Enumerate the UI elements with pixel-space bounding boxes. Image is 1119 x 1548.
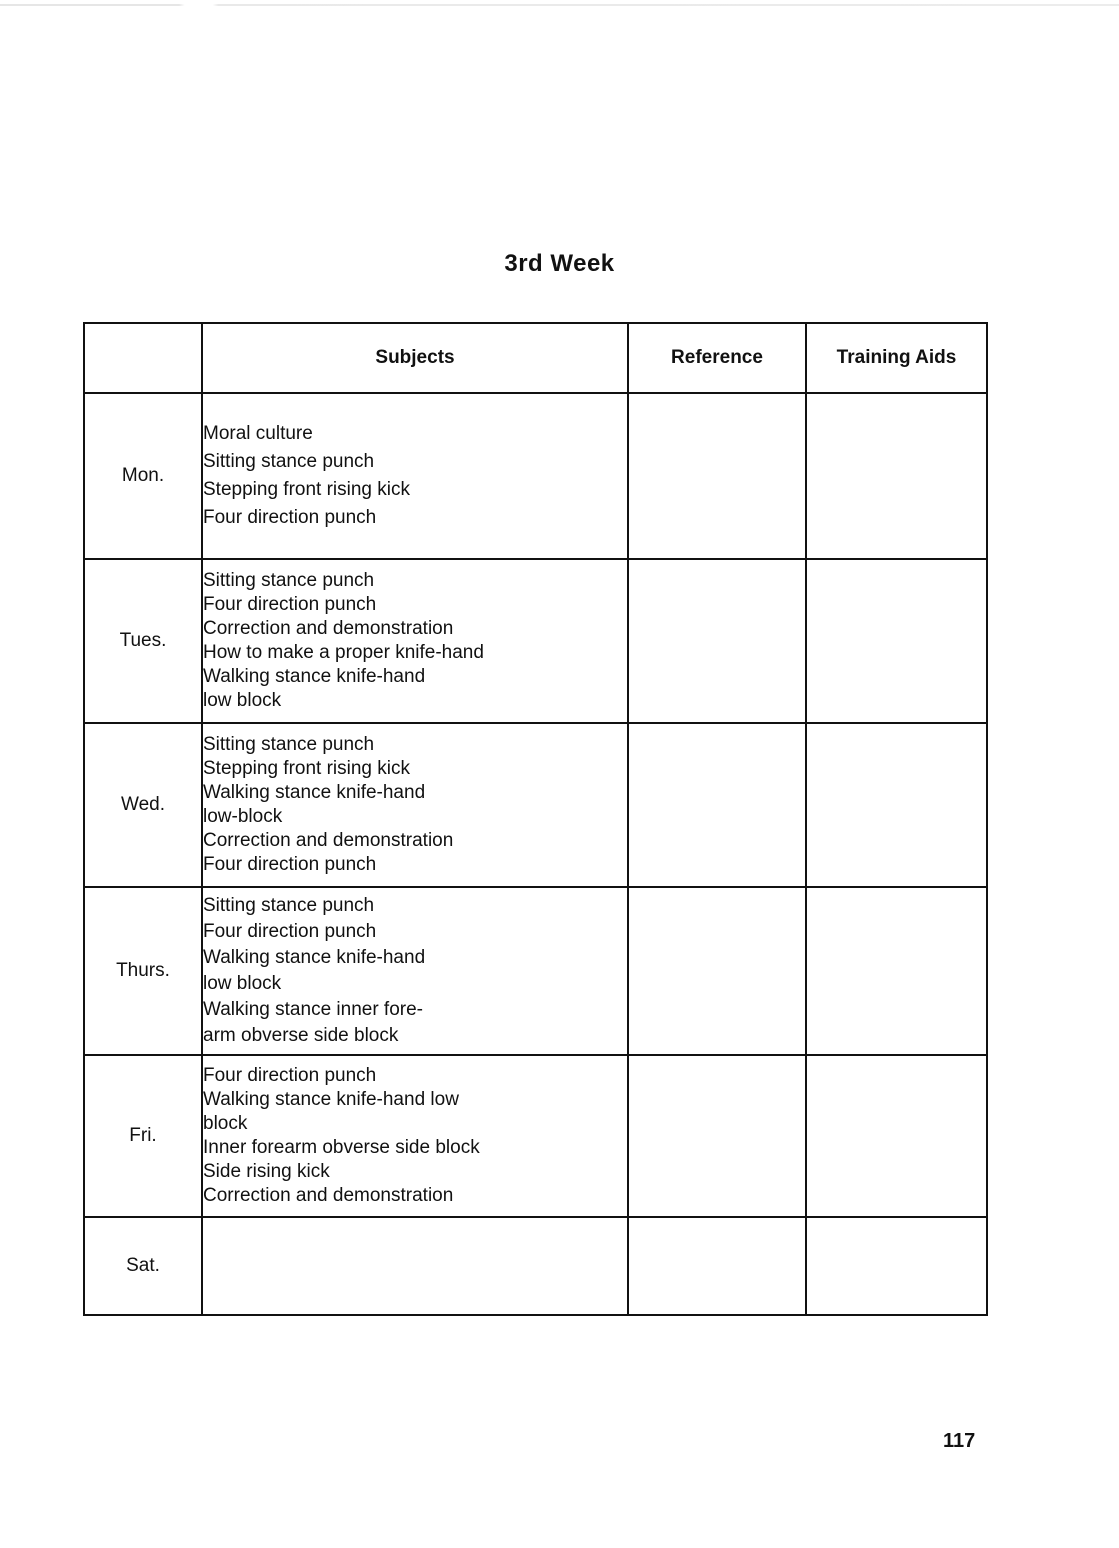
training-aids-cell [806,1217,987,1315]
header-day [84,323,202,393]
subject-line: Correction and demonstration [203,1185,454,1206]
subject-line: Moral culture [203,423,313,444]
day-cell: Tues. [84,559,202,723]
subject-line: Walking stance knife-hand low [203,1089,459,1110]
subjects-cell [202,723,628,887]
subjects-cell [202,887,628,1055]
subject-line: Sitting stance punch [203,570,375,591]
subject-line: Sitting stance punch [203,451,375,472]
subject-line: Four direction punch [203,507,377,528]
reference-cell [628,393,806,559]
table-row [84,1055,987,1217]
subject-line: Walking stance inner fore- [203,999,424,1020]
subject-line: Walking stance knife-hand [203,666,426,687]
subject-line: Sitting stance punch [203,734,375,755]
training-aids-cell [806,393,987,559]
subject-line: Four direction punch [203,854,377,875]
page-number: 117 [943,1430,976,1452]
reference-cell [628,1217,806,1315]
page-title: 3rd Week [504,250,615,277]
table-row [84,393,987,559]
header-training-aids: Training Aids [806,323,987,393]
day-cell: Fri. [84,1055,202,1217]
table-row [84,723,987,887]
reference-cell [628,559,806,723]
subject-line: Correction and demonstration [203,830,454,851]
subjects-cell [202,1217,628,1315]
day-cell: Wed. [84,723,202,887]
table-row [84,887,987,1055]
day-cell: Sat. [84,1217,202,1315]
day-cell: Thurs. [84,887,202,1055]
training-aids-cell [806,559,987,723]
subject-line: Four direction punch [203,1065,377,1086]
subject-line: Stepping front rising kick [203,479,410,500]
reference-cell [628,1055,806,1217]
training-aids-cell [806,1055,987,1217]
weekly-schedule-table [83,322,988,1316]
subject-line: Four direction punch [203,921,377,942]
subject-line: low block [203,690,282,711]
subject-line: Four direction punch [203,594,377,615]
subject-line: Sitting stance punch [203,895,375,916]
training-aids-cell [806,723,987,887]
header-subjects: Subjects [202,323,628,393]
day-cell: Mon. [84,393,202,559]
subject-line: Stepping front rising kick [203,758,410,779]
subject-line: low block [203,973,282,994]
subject-line: low-block [203,806,283,827]
subjects-cell [202,393,628,559]
table-row [84,1217,987,1315]
subject-line: Walking stance knife-hand [203,947,426,968]
subjects-cell [202,1055,628,1217]
reference-cell [628,887,806,1055]
table-row [84,559,987,723]
table-header-row [84,323,987,393]
top-scan-rule [0,4,1119,6]
training-aids-cell [806,887,987,1055]
subject-line: Inner forearm obverse side block [203,1137,480,1158]
reference-cell [628,723,806,887]
subject-line: block [203,1113,248,1134]
subject-line: Walking stance knife-hand [203,782,426,803]
subject-line: Side rising kick [203,1161,330,1182]
subject-line: Correction and demonstration [203,618,454,639]
header-reference: Reference [628,323,806,393]
subject-line: arm obverse side block [203,1025,399,1046]
subjects-cell [202,559,628,723]
subject-line: How to make a proper knife-hand [203,642,484,663]
